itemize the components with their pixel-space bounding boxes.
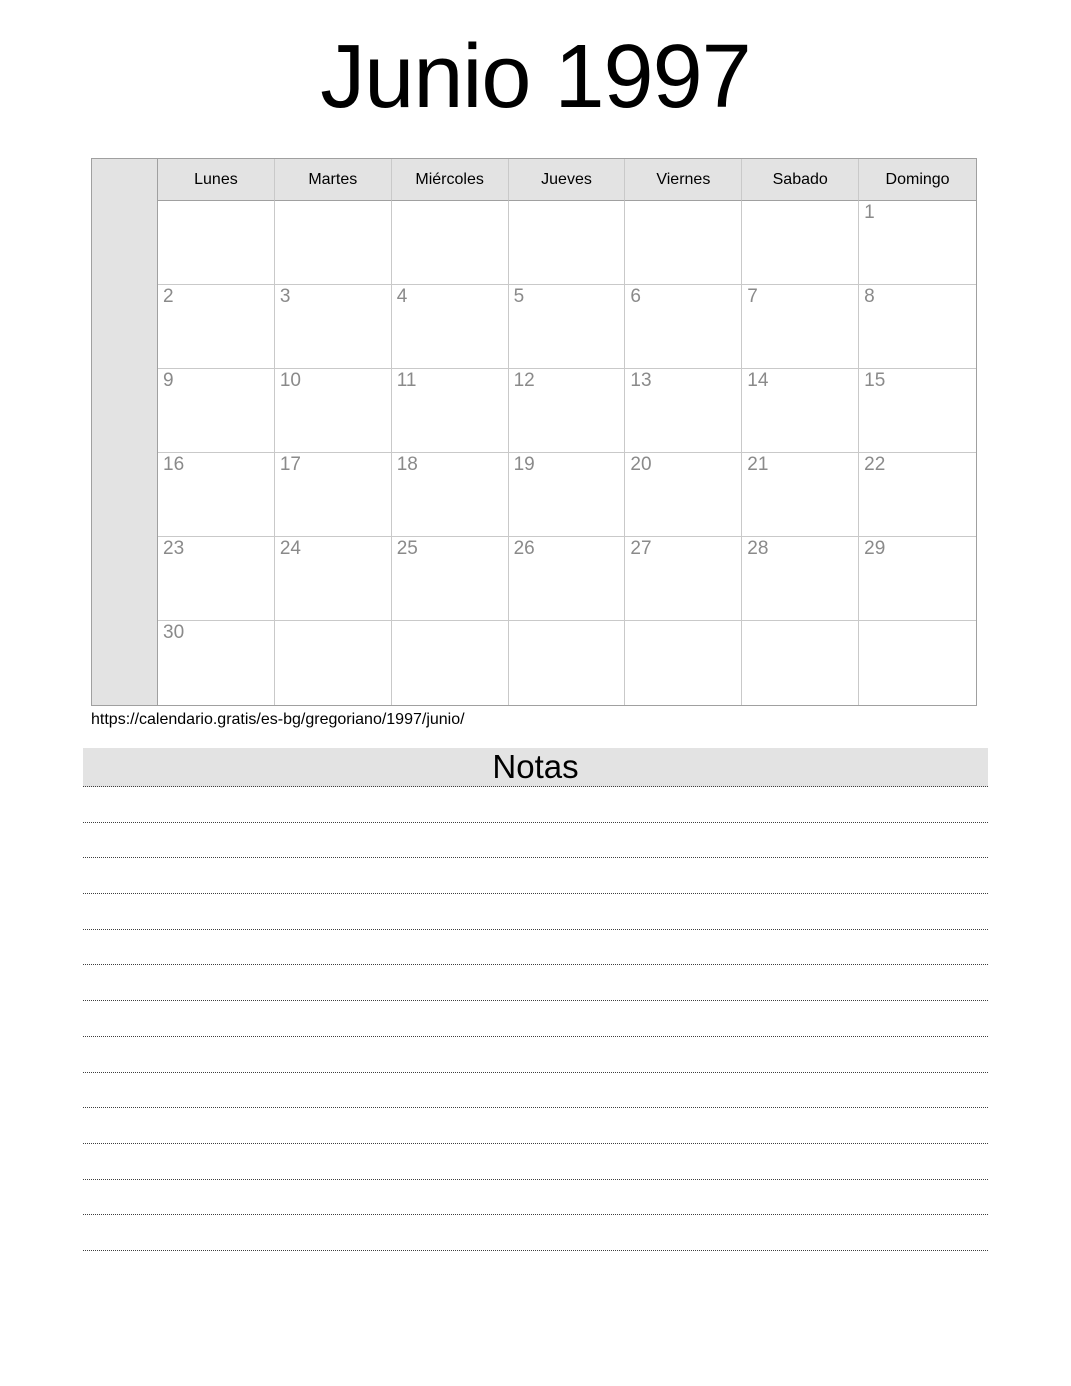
day-cell-23: 23 <box>158 537 275 621</box>
day-cell-27: 27 <box>625 537 742 621</box>
day-cell-28: 28 <box>742 537 859 621</box>
note-line <box>83 1180 988 1216</box>
day-cell-empty <box>625 621 742 705</box>
day-cell-empty <box>275 621 392 705</box>
day-cell-9: 9 <box>158 369 275 453</box>
day-cell-empty <box>509 201 626 285</box>
day-cell-15: 15 <box>859 369 976 453</box>
week-spacer-column <box>92 159 158 705</box>
day-cell-empty <box>859 621 976 705</box>
day-cell-empty <box>275 201 392 285</box>
day-cell-17: 17 <box>275 453 392 537</box>
day-cell-empty <box>509 621 626 705</box>
day-cell-empty <box>742 201 859 285</box>
day-cell-empty <box>392 621 509 705</box>
weekday-header-jueves: Jueves <box>509 159 626 201</box>
day-cell-1: 1 <box>859 201 976 285</box>
day-cell-empty <box>625 201 742 285</box>
day-cell-7: 7 <box>742 285 859 369</box>
note-line <box>83 858 988 894</box>
day-cell-19: 19 <box>509 453 626 537</box>
day-cell-20: 20 <box>625 453 742 537</box>
notes-ruled-area <box>83 787 988 1251</box>
day-cell-25: 25 <box>392 537 509 621</box>
source-url-text: https://calendario.gratis/es-bg/gregoriano/1997/junio/ <box>91 711 465 728</box>
note-line <box>83 1215 988 1251</box>
weekday-header-viernes: Viernes <box>625 159 742 201</box>
day-cell-2: 2 <box>158 285 275 369</box>
weekday-header-miercoles: Miércoles <box>392 159 509 201</box>
day-cell-16: 16 <box>158 453 275 537</box>
day-cell-21: 21 <box>742 453 859 537</box>
day-cell-empty <box>158 201 275 285</box>
note-line <box>83 965 988 1001</box>
day-cell-5: 5 <box>509 285 626 369</box>
note-line <box>83 894 988 930</box>
notes-title: Notas <box>492 748 579 785</box>
day-cell-4: 4 <box>392 285 509 369</box>
page-title: Junio 1997 <box>320 27 751 127</box>
day-cell-3: 3 <box>275 285 392 369</box>
day-cell-30: 30 <box>158 621 275 705</box>
weekday-header-lunes: Lunes <box>158 159 275 201</box>
day-cell-26: 26 <box>509 537 626 621</box>
note-line <box>83 1073 988 1109</box>
weekday-header-domingo: Domingo <box>859 159 976 201</box>
weekday-header-martes: Martes <box>275 159 392 201</box>
day-cell-13: 13 <box>625 369 742 453</box>
note-line <box>83 823 988 859</box>
weekday-header-sabado: Sabado <box>742 159 859 201</box>
note-line <box>83 1144 988 1180</box>
note-line <box>83 1001 988 1037</box>
day-cell-empty <box>742 621 859 705</box>
note-line <box>83 930 988 966</box>
day-cell-8: 8 <box>859 285 976 369</box>
note-line <box>83 1037 988 1073</box>
day-cell-18: 18 <box>392 453 509 537</box>
calendar-table <box>91 158 977 706</box>
day-cell-10: 10 <box>275 369 392 453</box>
day-cell-29: 29 <box>859 537 976 621</box>
day-cell-11: 11 <box>392 369 509 453</box>
day-cell-14: 14 <box>742 369 859 453</box>
note-line <box>83 787 988 823</box>
day-cell-24: 24 <box>275 537 392 621</box>
day-cell-12: 12 <box>509 369 626 453</box>
day-cell-6: 6 <box>625 285 742 369</box>
notes-header-bar <box>83 748 988 787</box>
note-line <box>83 1108 988 1144</box>
day-cell-empty <box>392 201 509 285</box>
day-cell-22: 22 <box>859 453 976 537</box>
